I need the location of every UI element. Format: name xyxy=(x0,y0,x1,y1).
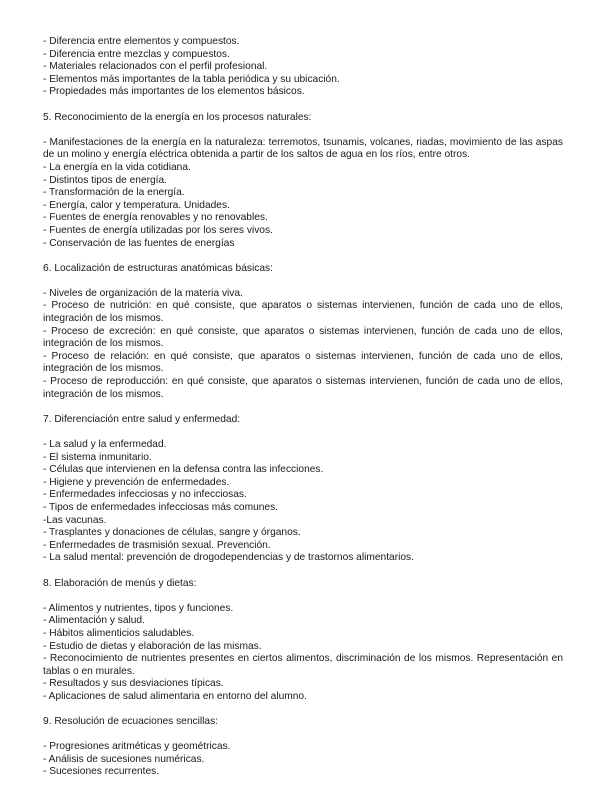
list-item: - Proceso de relación: en qué consiste, que aparatos o sistemas intervienen, función de cada uno de ellos, integración de los mismos. xyxy=(43,350,563,375)
section-list xyxy=(43,741,563,779)
section-list xyxy=(43,137,563,250)
list-item: - Niveles de organización de la materia viva. xyxy=(43,287,243,299)
section-heading: 9. Resolución de ecuaciones sencillas: xyxy=(43,716,218,728)
list-item: - Manifestaciones de la energía en la naturaleza: terremotos, tsunamis, volcanes, riadas, movimiento de las aspas de un molino y energía eléctrica obtenida a partir de los saltos de agua en los ríos, entre otros. xyxy=(43,136,563,161)
section-heading: 5. Reconocimiento de la energía en los procesos naturales: xyxy=(43,111,312,123)
list-item: - Energía, calor y temperatura. Unidades. xyxy=(43,199,230,211)
section-list xyxy=(43,439,563,565)
list-item: - Progresiones aritméticas y geométricas. xyxy=(43,741,231,753)
section-list xyxy=(43,288,563,401)
list-item: - Reconocimiento de nutrientes presentes en ciertos alimentos, discriminación de los mismos. Representación en tablas o en murales. xyxy=(43,653,563,677)
list-item: - Hábitos alimenticios saludables. xyxy=(43,627,195,639)
list-item: - Diferencia entre elementos y compuestos. xyxy=(43,36,240,47)
list-item: - Distintos tipos de energía. xyxy=(43,174,168,186)
section-list xyxy=(43,603,563,704)
list-item: - Proceso de excreción: en qué consiste, que aparatos o sistemas intervienen, función de cada uno de ellos, integración de los mismos. xyxy=(43,325,563,350)
list-item: - Propiedades más importantes de los elementos básicos. xyxy=(43,86,305,98)
list-item: - Tipos de enfermedades infecciosas más comunes. xyxy=(43,501,278,513)
section-heading: 6. Localización de estructuras anatómicas básicas: xyxy=(43,262,273,274)
list-item: - Análisis de sucesiones numéricas. xyxy=(43,753,205,765)
list-item: - Alimentación y salud. xyxy=(43,615,145,627)
list-item: - Transformación de la energía. xyxy=(43,187,185,199)
list-item: - El sistema inmunitario. xyxy=(43,451,152,463)
intro-list xyxy=(43,36,563,99)
list-item: - Alimentos y nutrientes, tipos y funciones. xyxy=(43,602,234,614)
list-item: - Elementos más importantes de la tabla periódica y su ubicación. xyxy=(43,73,340,85)
section-heading: 7. Diferenciación entre salud y enfermedad: xyxy=(43,413,241,425)
list-item: - Estudio de dietas y elaboración de las mismas. xyxy=(43,640,262,652)
list-item: - Resultados y sus desviaciones típicas. xyxy=(43,678,224,690)
list-item: - Enfermedades infecciosas y no infecciosas. xyxy=(43,489,247,501)
list-item: - La energía en la vida cotidiana. xyxy=(43,161,191,173)
list-item: - Materiales relacionados con el perfil profesional. xyxy=(43,61,268,73)
list-item: - Higiene y prevención de enfermedades. xyxy=(43,476,230,488)
list-item: - Aplicaciones de salud alimentaria en entorno del alumno. xyxy=(43,690,307,702)
list-item: - La salud y la enfermedad. xyxy=(43,439,167,450)
document-page xyxy=(43,36,563,779)
list-item: - Trasplantes y donaciones de células, sangre y órganos. xyxy=(43,527,301,539)
list-item: -Las vacunas. xyxy=(43,514,107,526)
list-item: - Diferencia entre mezclas y compuestos. xyxy=(43,48,230,60)
list-item: - Sucesiones recurrentes. xyxy=(43,766,160,778)
list-item: - Proceso de reproducción: en qué consiste, que aparatos o sistemas intervienen, función de cada uno de ellos, integración de los mismos. xyxy=(43,376,563,400)
list-item: - Conservación de las fuentes de energías xyxy=(43,237,235,249)
list-item: - Fuentes de energía renovables y no renovables. xyxy=(43,212,268,224)
list-item: - La salud mental: prevención de drogodependencias y de trastornos alimentarios. xyxy=(43,552,414,564)
list-item: - Fuentes de energía utilizadas por los seres vivos. xyxy=(43,224,273,236)
list-item: - Enfermedades de trasmisión sexual. Prevención. xyxy=(43,539,271,551)
list-item: - Proceso de nutrición: en qué consiste, que aparatos o sistemas intervienen, función de cada uno de ellos, integración de los mismos. xyxy=(43,300,563,325)
section-heading: 8. Elaboración de menús y dietas: xyxy=(43,577,197,589)
list-item: - Células que intervienen en la defensa contra las infecciones. xyxy=(43,464,324,476)
